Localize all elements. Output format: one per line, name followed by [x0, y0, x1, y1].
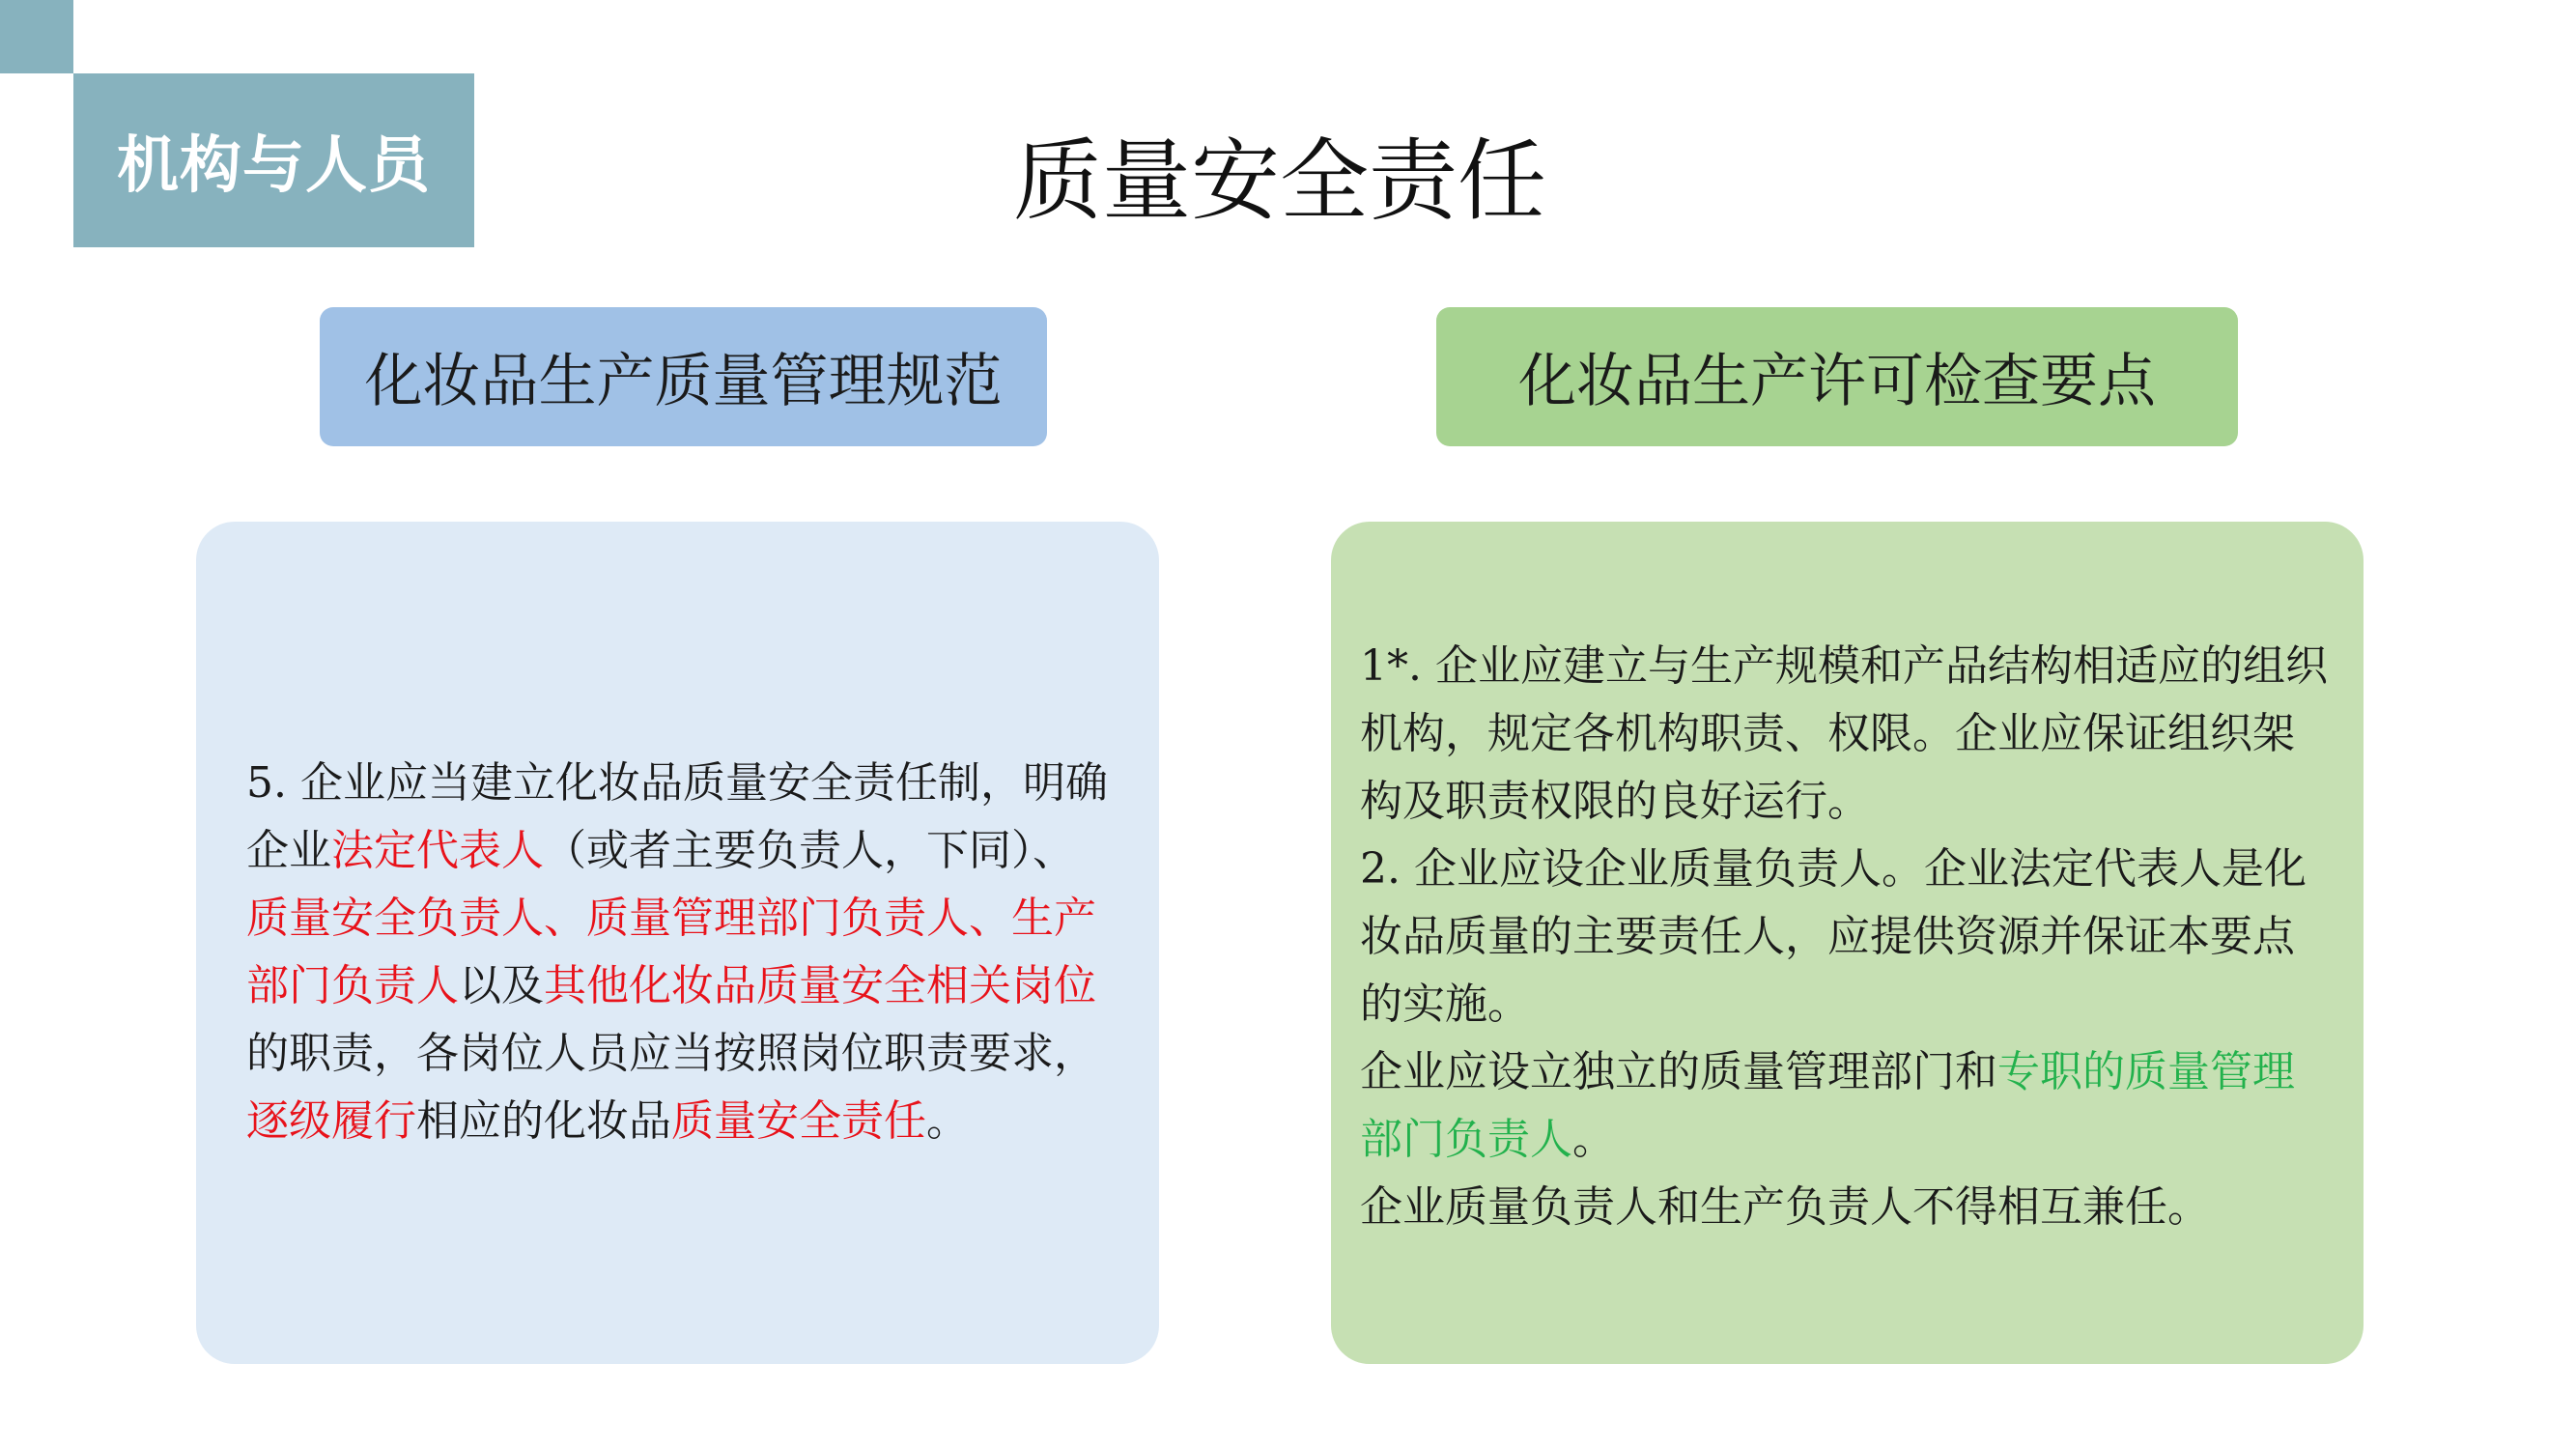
left-text-segment: 企业应当建立化妆品质量安全责任制，明确企业	[246, 758, 1108, 875]
left-text-segment: 以及	[459, 961, 544, 1010]
left-text-segment: 。	[926, 1096, 969, 1146]
right-highlight-dedicated-head: 专职的质量管理部门负责人	[1360, 1047, 2295, 1164]
right-paragraph-2-text: 企业应设企业质量负责人。企业法定代表人是化妆品质量的主要责任人，应提供资源并保证本要点的实施。	[1360, 844, 2307, 1029]
left-highlight-legal-rep: 法定代表人	[331, 826, 544, 875]
right-header	[1436, 307, 2238, 446]
corner-decoration	[0, 0, 73, 73]
section-tag: 机构与人员	[73, 73, 474, 247]
right-paragraph-4-text: 企业质量负责人和生产负责人不得相互兼任。	[1360, 1182, 2210, 1232]
right-paragraph-3-end: 。	[1572, 1115, 1615, 1164]
right-header-label: 化妆品生产许可检查要点	[1518, 348, 2156, 415]
right-paragraph-3-text: 企业应设立独立的质量管理部门和	[1360, 1047, 1997, 1096]
right-paragraph-1	[1360, 633, 2335, 836]
right-card	[1331, 522, 2364, 1364]
right-paragraph-2	[1360, 836, 2335, 1038]
left-text-segment: 的职责，各岗位人员应当按照岗位职责要求，	[246, 1029, 1096, 1078]
right-card-text	[1360, 633, 2335, 1241]
left-text-segment: （或者主要负责人，下同）、	[544, 826, 1075, 875]
left-highlight-level-by-level: 逐级履行	[246, 1096, 416, 1146]
right-paragraph-3	[1360, 1038, 2335, 1174]
left-highlight-responsible-persons: 质量安全负责人、质量管理部门负责人、生产部门负责人	[246, 894, 1096, 1010]
right-item-number-2: 2.	[1360, 844, 1414, 894]
right-paragraph-1-text: 企业应建立与生产规模和产品结构相适应的组织机构，规定各机构职责、权限。企业应保证组织架构及职责权限的良好运行。	[1360, 641, 2328, 826]
left-header	[320, 307, 1047, 446]
left-header-label: 化妆品生产质量管理规范	[364, 348, 1003, 415]
left-highlight-safety-responsibility: 质量安全责任	[671, 1096, 926, 1146]
left-text-segment: 相应的化妆品	[416, 1096, 671, 1146]
left-item-number: 5.	[246, 758, 300, 808]
left-card	[196, 522, 1159, 1364]
page-title: 质量安全责任	[1012, 129, 1546, 233]
right-paragraph-4	[1360, 1174, 2335, 1241]
right-item-number-1: 1*.	[1360, 641, 1435, 691]
left-highlight-other-positions: 其他化妆品质量安全相关岗位	[544, 961, 1096, 1010]
left-card-text	[246, 750, 1109, 1155]
